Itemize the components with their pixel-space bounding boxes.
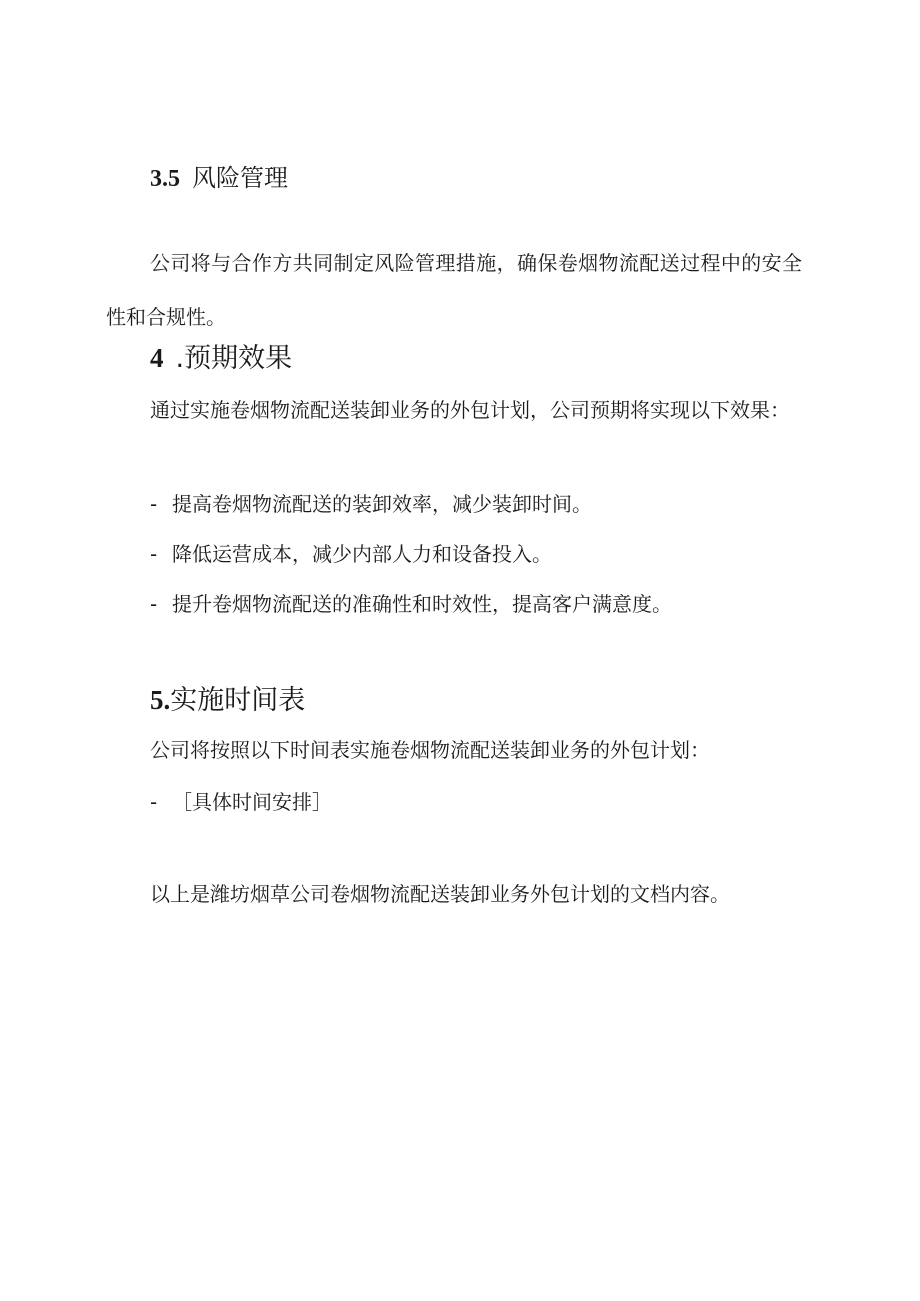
section-paragraph: 公司将与合作方共同制定风险管理措施，确保卷烟物流配送过程中的安全性和合规性。: [106, 251, 802, 329]
section-title: 风险管理: [192, 164, 288, 192]
list-item: [150, 588, 672, 620]
section-heading-4: [150, 338, 292, 379]
section-title: .预期效果: [175, 343, 293, 374]
section-paragraph: 公司将按照以下时间表实施卷烟物流配送装卸业务的外包计划：: [150, 738, 710, 762]
closing-paragraph: 以上是潍坊烟草公司卷烟物流配送装卸业务外包计划的文档内容。: [150, 882, 730, 906]
list-item-text: ［具体时间安排］: [172, 790, 332, 814]
list-item: [150, 786, 332, 818]
bullet-marker: -: [150, 492, 158, 516]
section-heading-3-5: [150, 160, 288, 197]
section-title: 实施时间表: [170, 685, 306, 716]
bullet-marker: -: [150, 592, 158, 616]
section-number: 4: [150, 343, 164, 373]
list-item-text: 提高卷烟物流配送的装卸效率，减少装卸时间。: [172, 492, 592, 516]
section-number: 3.5: [150, 166, 180, 192]
list-item: [150, 538, 552, 570]
list-item-text: 提升卷烟物流配送的准确性和时效性，提高客户满意度。: [172, 592, 672, 616]
bullet-marker: -: [150, 790, 158, 814]
bullet-marker: -: [150, 542, 158, 566]
section-paragraph: 通过实施卷烟物流配送装卸业务的外包计划，公司预期将实现以下效果：: [150, 398, 790, 422]
list-item: [150, 488, 592, 520]
section-heading-5: [150, 680, 305, 721]
section-number: 5.: [150, 685, 171, 715]
list-item-text: 降低运营成本，减少内部人力和设备投入。: [172, 542, 552, 566]
